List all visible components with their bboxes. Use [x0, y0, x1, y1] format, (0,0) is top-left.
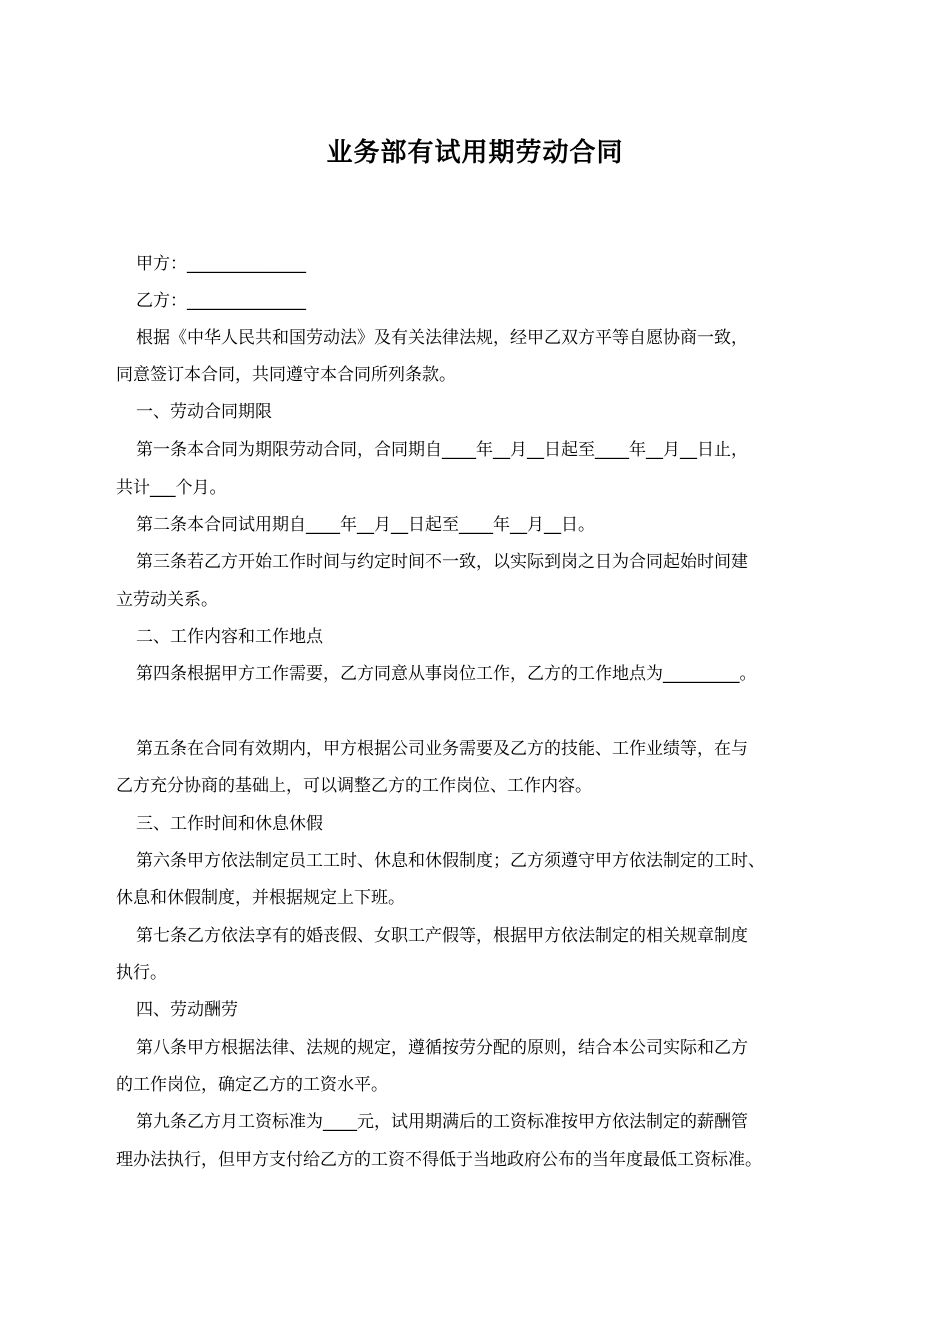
party-b-line: 乙方：______________	[136, 291, 306, 311]
article-5-line-2: 乙方充分协商的基础上，可以调整乙方的工作岗位、工作内容。	[116, 776, 592, 796]
article-7-line-2: 执行。	[116, 963, 167, 983]
article-2-line: 第二条本合同试用期自____年__月__日起至____年__月__日。	[136, 515, 595, 535]
article-7-line-1: 第七条乙方依法享有的婚丧假、女职工产假等，根据甲方依法制定的相关规章制度	[136, 926, 748, 946]
section-heading-3: 三、工作时间和休息休假	[136, 814, 323, 834]
party-a-line: 甲方：______________	[136, 254, 306, 274]
section-heading-1: 一、劳动合同期限	[136, 402, 272, 422]
article-9-line-2: 理办法执行，但甲方支付给乙方的工资不得低于当地政府公布的当年度最低工资标准。	[116, 1150, 762, 1170]
section-heading-4: 四、劳动酬劳	[136, 1000, 238, 1020]
preamble-line-1: 根据《中华人民共和国劳动法》及有关法律法规，经甲乙双方平等自愿协商一致，	[136, 328, 748, 348]
article-6-line-1: 第六条甲方依法制定员工工时、休息和休假制度；乙方须遵守甲方依法制定的工时、	[136, 851, 765, 871]
document-title: 业务部有试用期劳动合同	[326, 138, 624, 168]
article-8-line-2: 的工作岗位，确定乙方的工资水平。	[116, 1075, 388, 1095]
article-1-line-2: 共计___个月。	[116, 478, 227, 498]
article-3-line-1: 第三条若乙方开始工作时间与约定时间不一致，以实际到岗之日为合同起始时间建	[136, 552, 748, 572]
article-1-line-1: 第一条本合同为期限劳动合同，合同期自____年__月__日起至____年__月__日止，	[136, 440, 748, 460]
article-9-line-1: 第九条乙方月工资标准为____元，试用期满后的工资标准按甲方依法制定的薪酬管	[136, 1112, 748, 1132]
article-3-line-2: 立劳动关系。	[116, 590, 218, 610]
article-4-line: 第四条根据甲方工作需要，乙方同意从事岗位工作，乙方的工作地点为_________。	[136, 664, 757, 684]
article-8-line-1: 第八条甲方根据法律、法规的规定，遵循按劳分配的原则，结合本公司实际和乙方	[136, 1038, 748, 1058]
article-5-line-1: 第五条在合同有效期内，甲方根据公司业务需要及乙方的技能、工作业绩等，在与	[136, 739, 748, 759]
section-heading-2: 二、工作内容和工作地点	[136, 627, 323, 647]
preamble-line-2: 同意签订本合同，共同遵守本合同所列条款。	[116, 365, 456, 385]
article-6-line-2: 休息和休假制度，并根据规定上下班。	[116, 888, 405, 908]
